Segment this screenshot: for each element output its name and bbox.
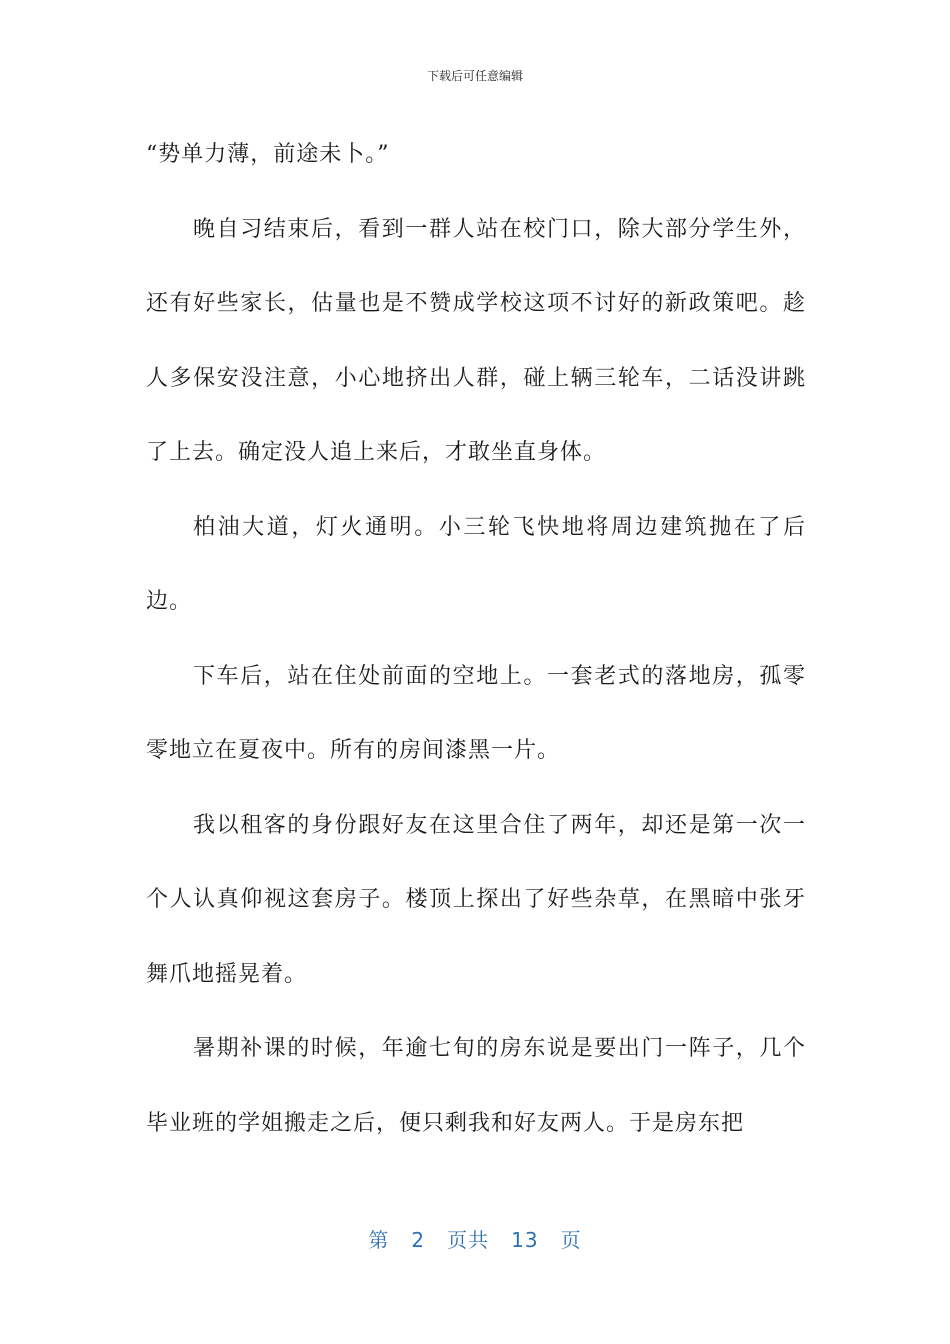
paragraph-2: 晚自习结束后，看到一群人站在校门口，除大部分学生外，还有好些家长，估量也是不赞成学校这项不讨好的新政策吧。趁人多保安没注意，小心地挤出人群，碰上辆三轮车，二话没讲跳了上去。确定没人追上来后，才敢坐直身体。 [146,216,806,465]
total-pages-number: 13 [511,1228,539,1252]
footer-prefix: 第 [368,1228,390,1252]
paragraph-4: 下车后，站在住处前面的空地上。一套老式的落地房，孤零零地立在夏夜中。所有的房间漆黑一片。 [146,663,806,763]
current-page-number: 2 [411,1228,426,1252]
paragraph-5: 我以租客的身份跟好友在这里合住了两年，却还是第一次一个人认真仰视这套房子。楼顶上探出了好些杂草，在黑暗中张牙舞爪地摇晃着。 [146,812,806,987]
document-body [146,118,806,1161]
paragraph-3: 柏油大道，灯火通明。小三轮飞快地将周边建筑抛在了后边。 [146,514,806,614]
page-header: 下载后可任意编辑 [426,69,523,83]
footer-middle: 页共 [447,1228,490,1252]
footer-suffix: 页 [560,1228,582,1252]
paragraph-1: “势单力薄，前途未卜。” [146,142,390,167]
paragraph-6: 暑期补课的时候，年逾七旬的房东说是要出门一阵子，几个毕业班的学姐搬走之后，便只剩我和好友两人。于是房东把 [146,1036,806,1136]
page-footer [0,1224,950,1253]
